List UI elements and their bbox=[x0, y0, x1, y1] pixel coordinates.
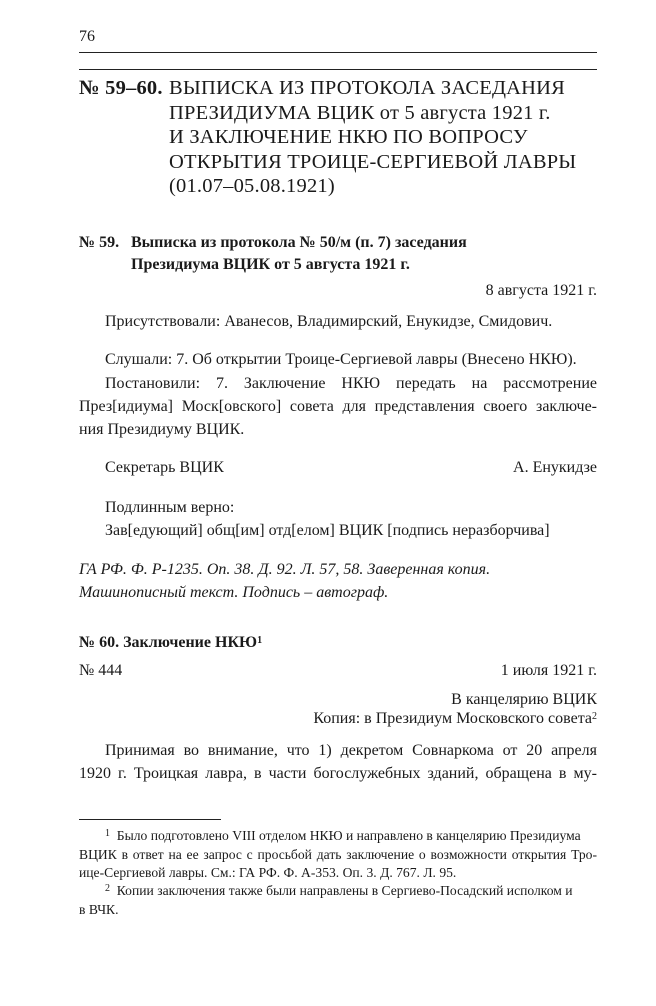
footnote-mark: 2 bbox=[105, 883, 110, 894]
title-line: ОТКРЫТИЯ ТРОИЦЕ-СЕРГИЕВОЙ ЛАВРЫ bbox=[169, 150, 577, 173]
page-number: 76 bbox=[79, 28, 95, 45]
archive-source-line: ГА РФ. Ф. Р-1235. Оп. 38. Д. 92. Л. 57, 58. Заверенная копия. bbox=[79, 561, 491, 578]
doc60-body-line: 1920 г. Троицкая лавра, в части богослужебных зданий, обращена в му- bbox=[79, 765, 597, 782]
footnote-mark: 1 bbox=[105, 828, 110, 839]
head-signature-line: Зав[едующий] общ[им] отд[елом] ВЦИК [подпись неразборчива] bbox=[105, 522, 550, 539]
doc60-number: № 444 bbox=[79, 662, 123, 679]
footnote-ref: 2 bbox=[592, 711, 597, 722]
title-line: И ЗАКЛЮЧЕНИЕ НКЮ ПО ВОПРОСУ bbox=[169, 126, 528, 148]
doc59-present: Присутствовали: Аванесов, Владимирский, Енукидзе, Смидович. bbox=[105, 313, 553, 330]
archive-source-line: Машинописный текст. Подпись – автограф. bbox=[79, 584, 389, 601]
document-number: № 59–60. bbox=[79, 77, 163, 99]
header-rule-2 bbox=[79, 69, 597, 70]
footnote-text: Копии заключения также были направлены в Сергиево-Посадский исполком и bbox=[116, 883, 573, 898]
title-line: (01.07–05.08.1921) bbox=[169, 175, 335, 197]
doc59-resolved-line: През[идиума] Моск[овского] совета для представления своего заключе- bbox=[79, 398, 597, 415]
doc60-heading bbox=[79, 633, 262, 653]
footnote-ref: 1 bbox=[257, 635, 263, 646]
title-line: ПРЕЗИДИУМА ВЦИК от 5 августа 1921 г. bbox=[169, 101, 551, 124]
document-title bbox=[169, 76, 609, 199]
secretary-name: А. Енукидзе bbox=[513, 459, 597, 476]
doc59-title-line: Выписка из протокола № 50/м (п. 7) заседания bbox=[131, 234, 467, 251]
secretary-label: Секретарь ВЦИК bbox=[105, 459, 224, 476]
doc59-resolved-line: Постановили: 7. Заключение НКЮ передать на рассмотрение bbox=[105, 375, 597, 392]
footnote-1-line: ице-Сергиевой лавры. См.: ГА РФ. Ф. А-353. Оп. 3. Д. 767. Л. 95. bbox=[79, 865, 457, 880]
true-copy-label: Подлинным верно: bbox=[105, 499, 235, 516]
doc60-copy-text: Копия: в Президиум Московского совета bbox=[313, 710, 592, 727]
doc59-title bbox=[131, 232, 467, 276]
footnote-1-line bbox=[105, 826, 581, 846]
title-line: ВЫПИСКА ИЗ ПРОТОКОЛА ЗАСЕДАНИЯ bbox=[169, 77, 566, 99]
doc60-title: № 60. Заключение НКЮ bbox=[79, 634, 258, 651]
footnote-2-line: в ВЧК. bbox=[79, 902, 119, 917]
doc60-copy-addressee bbox=[250, 709, 597, 729]
header-rule bbox=[79, 52, 597, 53]
doc60-date: 1 июля 1921 г. bbox=[500, 662, 597, 679]
doc59-resolved-line: ния Президиуму ВЦИК. bbox=[79, 421, 245, 438]
footnote-2-line bbox=[105, 881, 573, 901]
doc59-number: № 59. bbox=[79, 234, 120, 251]
doc59-date: 8 августа 1921 г. bbox=[485, 282, 597, 299]
doc60-body-line: Принимая во внимание, что 1) декретом Совнаркома от 20 апреля bbox=[105, 742, 597, 759]
footnote-text: Было подготовлено VIII отделом НКЮ и направлено в канцелярию Президиума bbox=[116, 828, 581, 843]
doc59-title-line: Президиума ВЦИК от 5 августа 1921 г. bbox=[131, 256, 410, 273]
doc59-heard: Слушали: 7. Об открытии Троице-Сергиевой лавры (Внесено НКЮ). bbox=[105, 351, 577, 368]
footnote-rule bbox=[79, 819, 221, 820]
doc60-addressee: В канцелярию ВЦИК bbox=[451, 691, 597, 708]
footnote-1-line: ВЦИК в ответ на ее запрос с просьбой дать заключение о возможности открытия Тро- bbox=[79, 847, 597, 862]
